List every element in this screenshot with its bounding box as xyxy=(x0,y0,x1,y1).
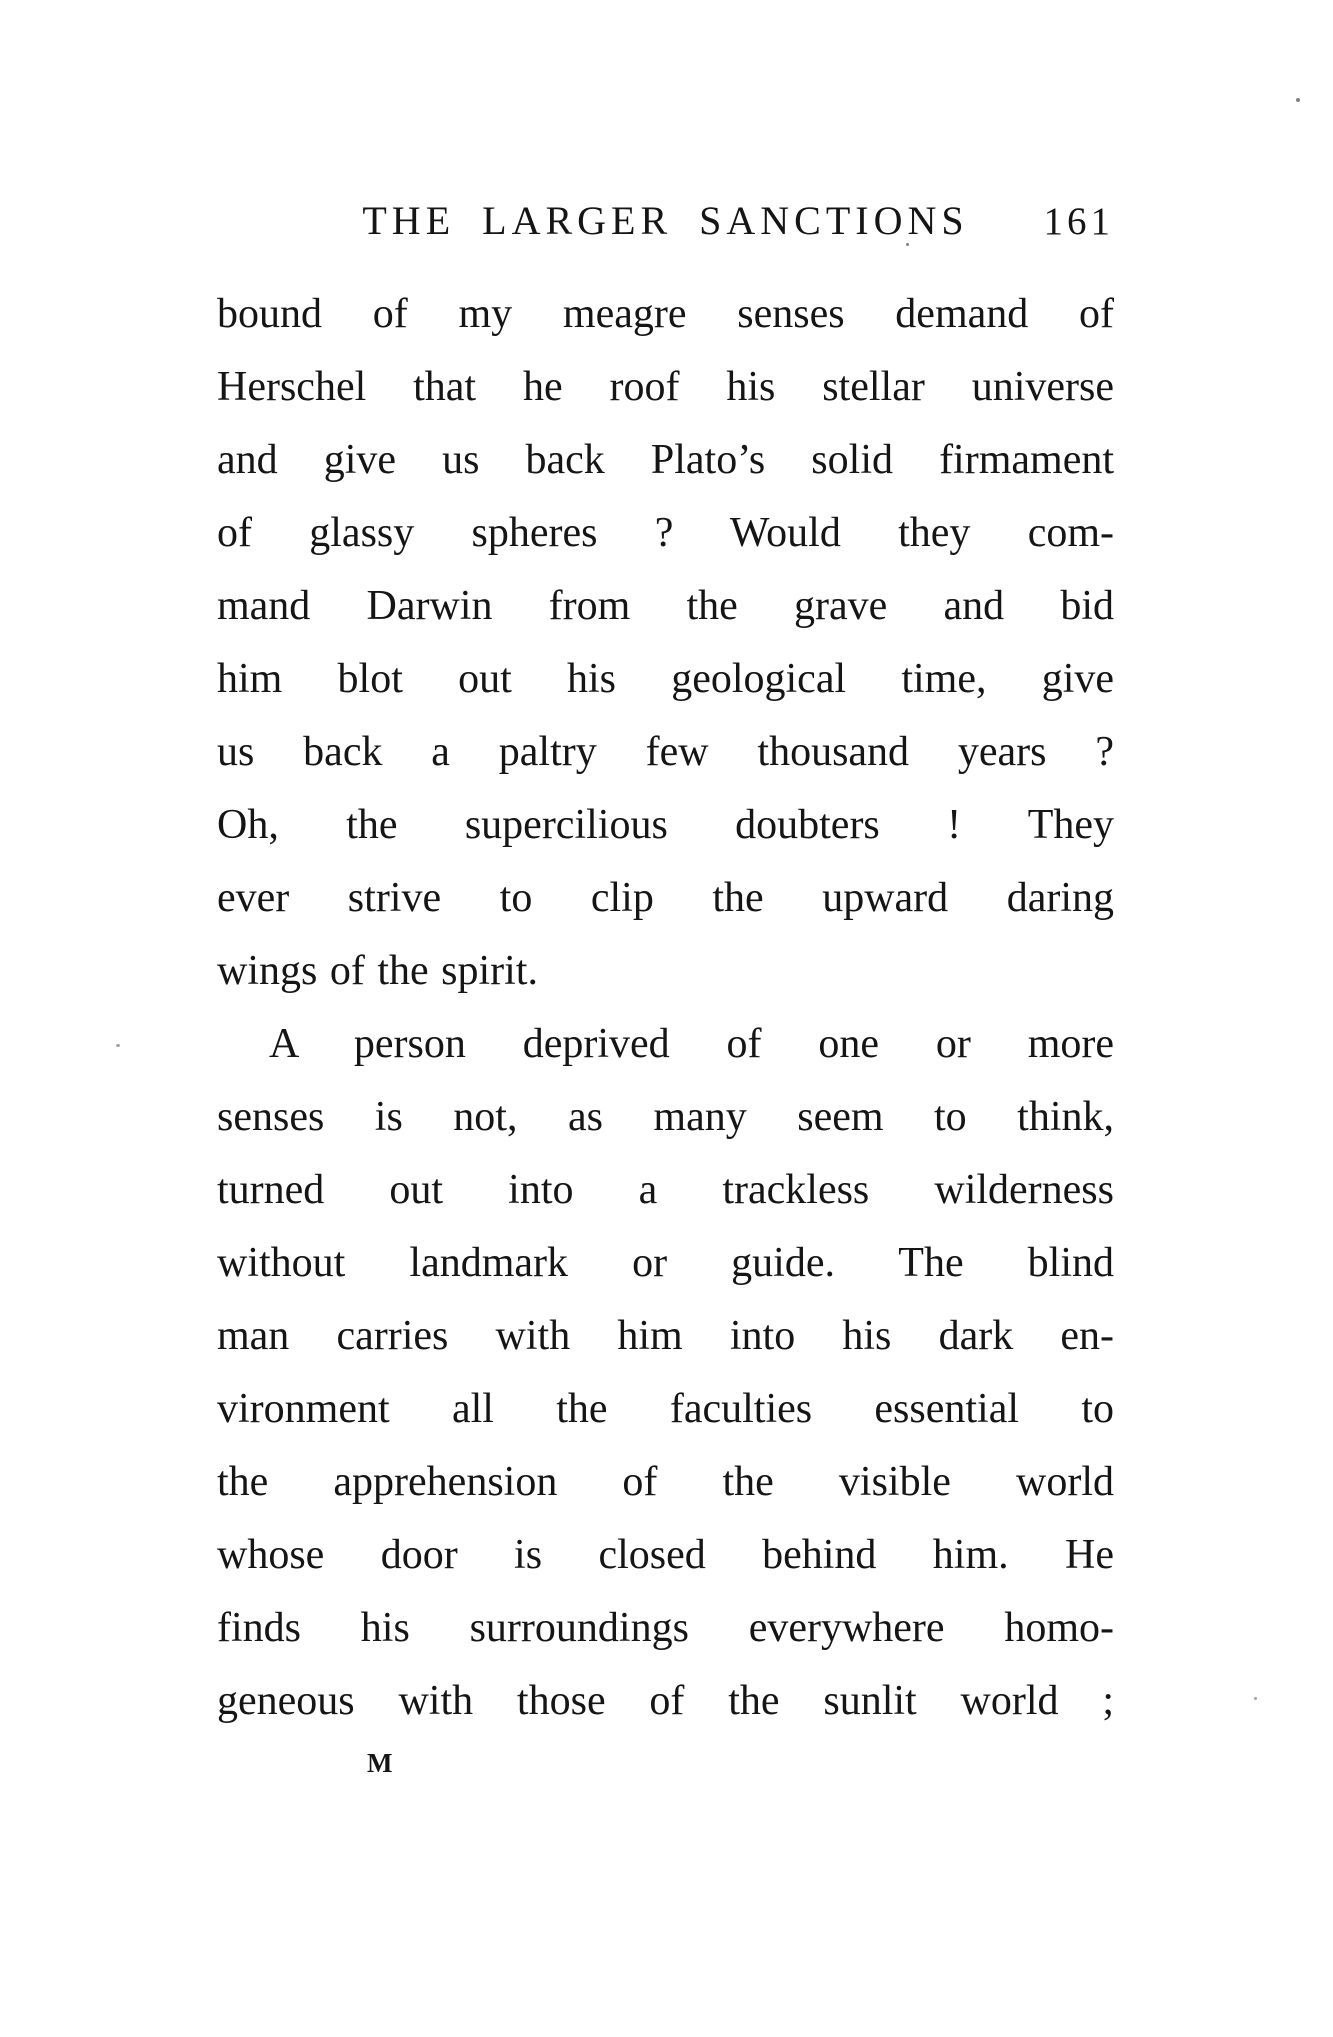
text-line: whose door is closed behind him. He xyxy=(217,1532,1114,1578)
text-line: of glassy spheres ? Would they com- xyxy=(217,510,1114,556)
text-line: wings of the spirit. xyxy=(217,948,538,994)
scan-speck xyxy=(906,243,909,246)
text-line: ever strive to clip the upward daring xyxy=(217,875,1114,921)
scan-speck xyxy=(116,1044,120,1047)
text-line: without landmark or guide. The blind xyxy=(217,1240,1114,1286)
text-line: mand Darwin from the grave and bid xyxy=(217,583,1114,629)
text-line: vironment all the faculties essential to xyxy=(217,1386,1114,1432)
paragraph xyxy=(217,278,1114,1008)
text-line: Oh, the supercilious doubters ! They xyxy=(217,802,1114,848)
text-line: man carries with him into his dark en- xyxy=(217,1313,1114,1359)
text-line: him blot out his geological time, give xyxy=(217,656,1114,702)
running-head-title: THE LARGER SANCTIONS xyxy=(362,198,969,243)
text-line: us back a paltry few thousand years ? xyxy=(217,729,1114,775)
signature-mark: M xyxy=(367,1748,394,1778)
scan-speck xyxy=(1254,1697,1257,1700)
text-line: turned out into a trackless wilderness xyxy=(217,1167,1114,1213)
text-line: senses is not, as many seem to think, xyxy=(217,1094,1114,1140)
text-line: the apprehension of the visible world xyxy=(217,1459,1114,1505)
text-line: Herschel that he roof his stellar universe xyxy=(217,364,1114,410)
text-line: A person deprived of one or more xyxy=(269,1021,1114,1067)
running-head xyxy=(217,196,1114,246)
text-line: bound of my meagre senses demand of xyxy=(217,291,1114,337)
text-line: and give us back Plato’s solid firmament xyxy=(217,437,1114,483)
text-line: geneous with those of the sunlit world ; xyxy=(217,1678,1114,1724)
text-line: finds his surroundings everywhere homo- xyxy=(217,1605,1114,1651)
scan-speck xyxy=(1296,98,1300,102)
page-number: 161 xyxy=(1043,200,1114,243)
text-block xyxy=(217,278,1114,1738)
paragraph xyxy=(217,1008,1114,1738)
